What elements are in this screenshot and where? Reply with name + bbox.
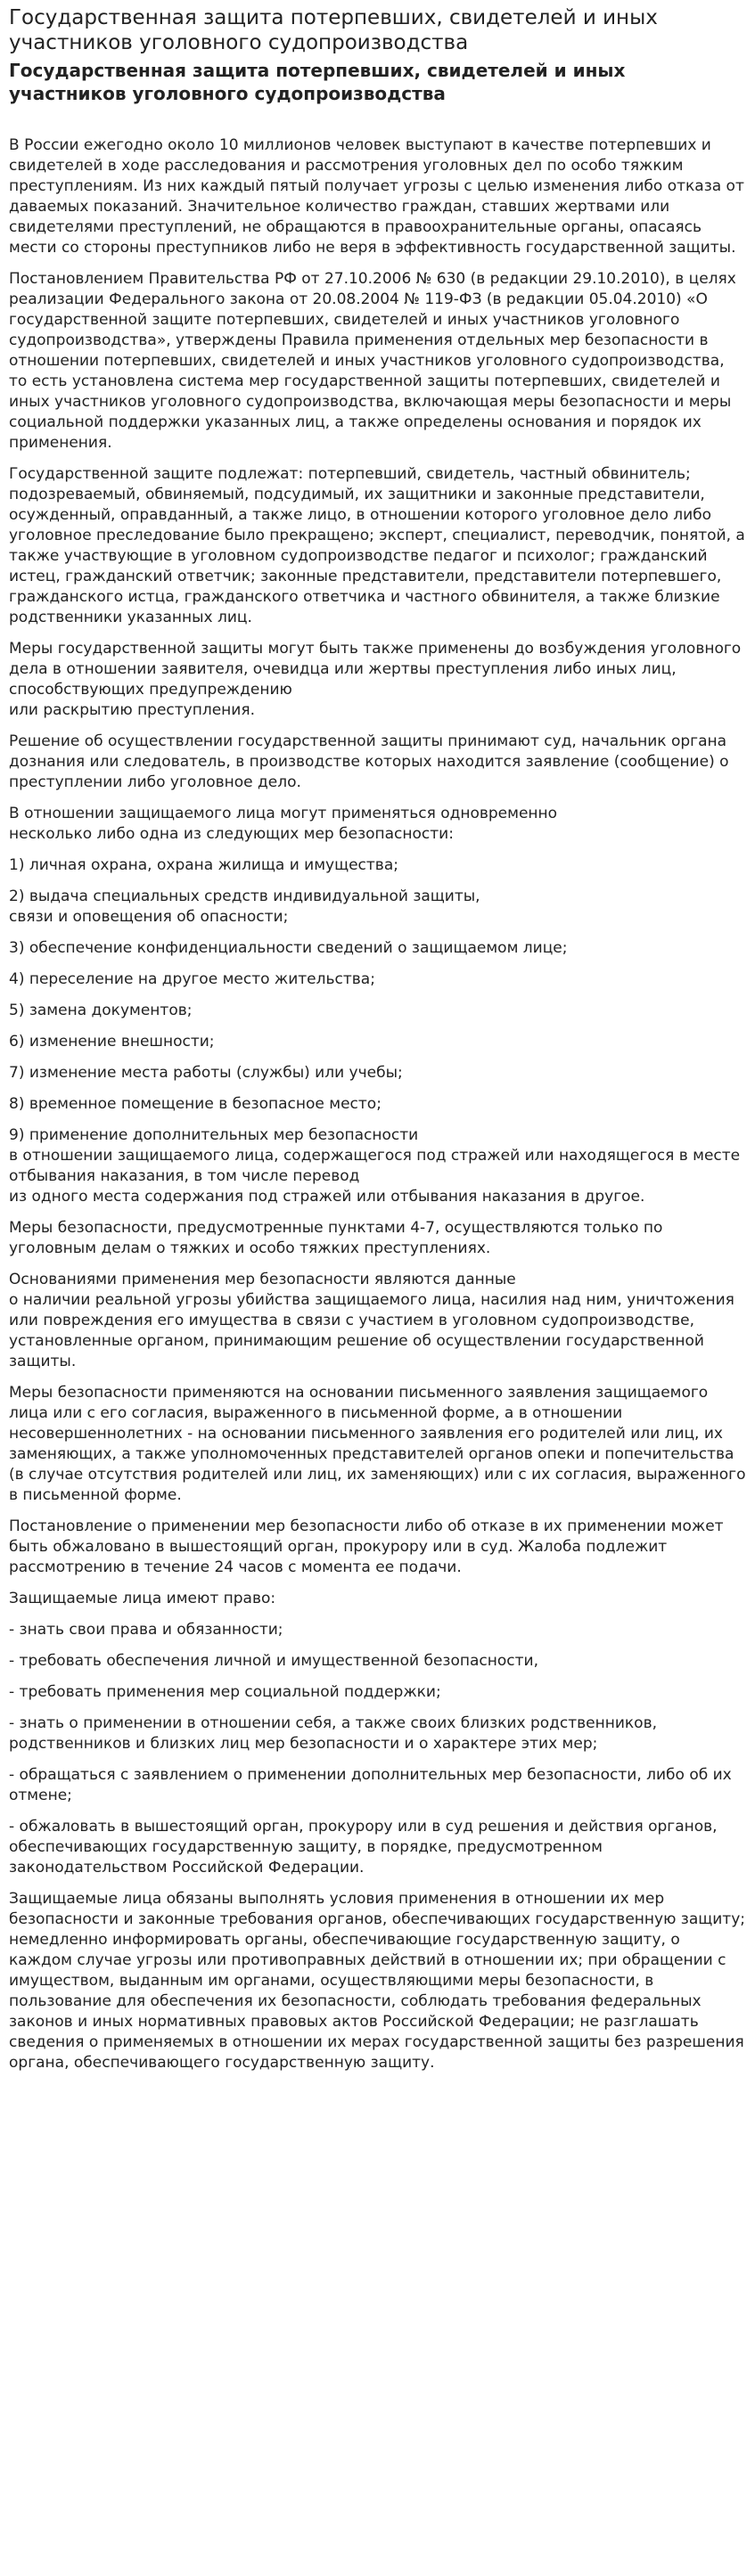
article-title: Государственная защита потерпевших, свидетелей и иных участников уголовного судопроизводства: [9, 60, 626, 104]
list-item: 3) обеспечение конфиденциальности сведений о защищаемом лице;: [9, 939, 568, 957]
list-item: - обращаться с заявлением о применении дополнительных мер безопасности, либо об их отмене;: [9, 1766, 732, 1804]
list-item: - знать свои права и обязанности;: [9, 1621, 283, 1639]
list-item: 8) временное помещение в безопасное место;: [9, 1095, 382, 1113]
paragraph-appeal: Постановление о применении мер безопасности либо об отказе в их применении может быть обжаловано в вышестоящий орган, прокурору или в суд. Жалоба подлежит рассмотрению в течение 24 часов с момента ее подачи.: [9, 1517, 724, 1576]
paragraph-measures-intro: В отношении защищаемого лица могут применяться одновременно несколько либо одна из следующих мер безопасности:: [9, 805, 558, 843]
list-item: 2) выдача специальных средств индивидуальной защиты, связи и оповещения об опасности;: [9, 887, 480, 926]
list-item: 7) изменение места работы (службы) или учебы;: [9, 1064, 403, 1082]
paragraph-obligations: Защищаемые лица обязаны выполнять условия применения в отношении их мер безопасности и законные требования органов, обеспечивающих государственную защиту; немедленно информировать органы, обеспечивающие государственную защиту, о каждом случае угрозы или противоправных действий в отношении их; при обращении с имуществом, выданным им органами, осуществляющими меры безопасности, в пользование для обеспечения их безопасности, соблюдать требования федеральных законов и иных нормативных правовых актов Российской Федерации; не разглашать сведения о применяемых в отношении их мерах государственной защиты без разрешения органа, обеспечивающего государственную защиту.: [9, 1890, 745, 2072]
list-item: - требовать применения мер социальной поддержки;: [9, 1683, 441, 1701]
paragraph-intro: В России ежегодно около 10 миллионов человек выступают в качестве потерпевших и свидетелей в ходе расследования и рассмотрения уголовных дел по особо тяжким преступлениям. Из них каждый пятый получает угрозы с целью изменения либо отказа от даваемых показаний. Значительное количество граждан, ставших жертвами или свидетелями преступлений, не обращаются в правоохранительные органы, опасаясь мести со стороны преступников либо не веря в эффективность государственной защиты.: [9, 136, 744, 257]
list-item: 4) переселение на другое место жительства;: [9, 970, 375, 988]
list-item: 5) замена документов;: [9, 1002, 193, 1019]
article-body: [9, 135, 746, 2073]
paragraph-application: Меры безопасности применяются на основании письменного заявления защищаемого лица или с его согласия, выраженного в письменной форме, а в отношении несовершеннолетних - на основании письменного заявления его родителей или лиц, их заменяющих, а также уполномоченных представителей органов опеки и попечительства (в случае отсутствия родителей или лиц, их заменяющих) или с их согласия, выраженного в письменной форме.: [9, 1384, 746, 1504]
paragraph-decision: Решение об осуществлении государственной защиты принимают суд, начальник органа дознания или следователь, в производстве которых находится заявление (сообщение) о преступлении либо уголовное дело.: [9, 732, 729, 791]
paragraph-measures-scope: Меры безопасности, предусмотренные пунктами 4-7, осуществляются только по уголовным делам о тяжких и особо тяжких преступлениях.: [9, 1219, 663, 1257]
list-item: 6) изменение внешности;: [9, 1033, 215, 1051]
list-item: - обжаловать в вышестоящий орган, прокурору или в суд решения и действия органов, обеспечивающих государственную защиту, в порядке, предусмотренном законодательством Российской Федерации.: [9, 1818, 718, 1877]
list-item: - знать о применении в отношении себя, а также своих близких родственников, родственников и близких лиц мер безопасности и о характере этих мер;: [9, 1714, 657, 1753]
page-title: Государственная защита потерпевших, свидетелей и иных участников уголовного судопроизводства: [9, 6, 658, 54]
list-item: - требовать обеспечения личной и имущественной безопасности,: [9, 1652, 538, 1670]
paragraph-resolution: Постановлением Правительства РФ от 27.10.2006 № 630 (в редакции 29.10.2010), в целях реализации Федерального закона от 20.08.2004 № 119-ФЗ (в редакции 05.04.2010) «О государственной защите потерпевших, свидетелей и иных участников уголовного судопроизводства», утверждены Правила применения отдельных мер безопасности в отношении потерпевших, свидетелей и иных участников уголовного судопроизводства, то есть установлена система мер государственной защиты потерпевших, свидетелей и иных участников уголовного судопроизводства, включающая меры безопасности и меры социальной поддержки указанных лиц, а также определены основания и порядок их применения.: [9, 270, 736, 452]
paragraph-rights-intro: Защищаемые лица имеют право:: [9, 1590, 276, 1607]
paragraph-pre-case-measures: Меры государственной защиты могут быть также применены до возбуждения уголовного дела в отношении заявителя, очевидца или жертвы преступления либо иных лиц, способствующих предупреждению или раскрытию преступления.: [9, 640, 742, 719]
paragraph-grounds: Основаниями применения мер безопасности являются данные о наличии реальной угрозы убийства защищаемого лица, насилия над ним, уничтожения или повреждения его имущества в связи с участием в уголовном судопроизводстве, установленные органом, принимающим решение об осуществлении государственной защиты.: [9, 1271, 734, 1370]
list-item: 1) личная охрана, охрана жилища и имущества;: [9, 856, 398, 874]
paragraph-protected-persons: Государственной защите подлежат: потерпевший, свидетель, частный обвинитель; подозреваемый, обвиняемый, подсудимый, их защитники и законные представители, осужденный, оправданный, а также лицо, в отношении которого уголовное дело либо уголовное преследование было прекращено; эксперт, специалист, переводчик, понятой, а также участвующие в уголовном судопроизводстве педагог и психолог; гражданский истец, гражданский ответчик; законные представители, представители потерпевшего, гражданского истца, гражданского ответчика и частного обвинителя, а также близкие родственники указанных лиц.: [9, 465, 745, 626]
list-item: 9) применение дополнительных мер безопасности в отношении защищаемого лица, содержащегося под стражей или находящегося в месте отбывания наказания, в том числе перевод из одного места содержания под стражей или отбывания наказания в другое.: [9, 1126, 741, 1206]
